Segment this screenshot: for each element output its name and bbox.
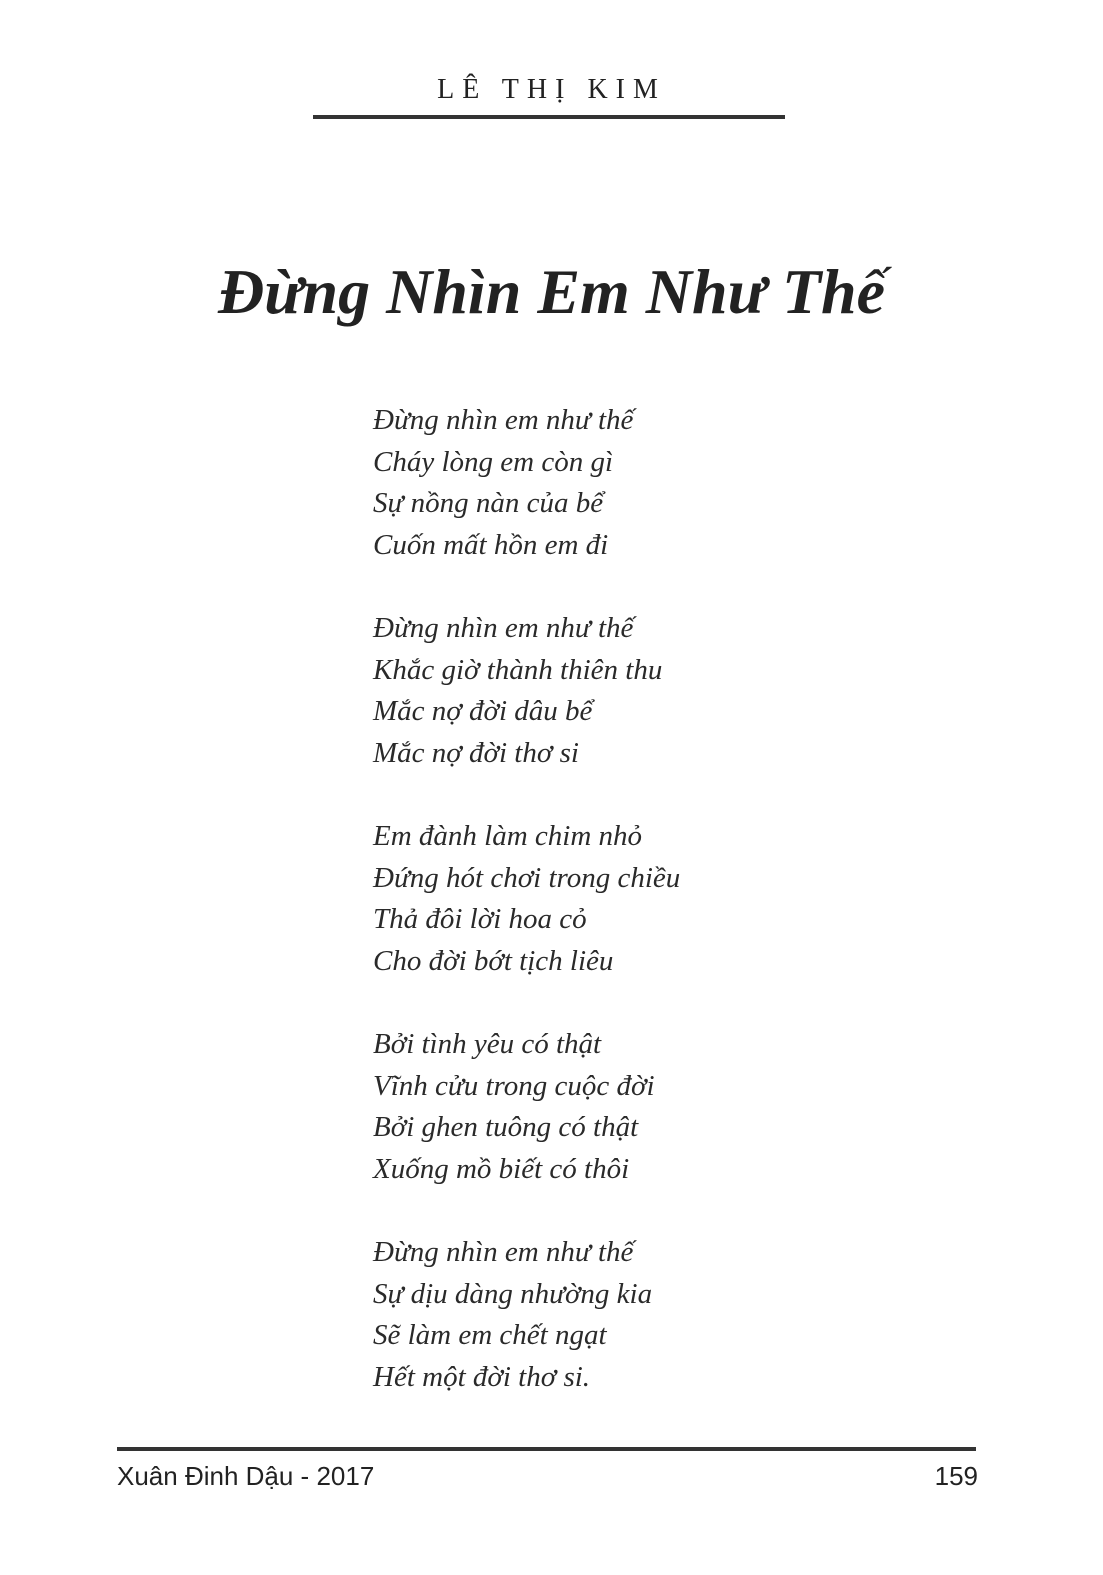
- stanza: [373, 608, 973, 774]
- verse-line: Sẽ làm em chết ngạt: [373, 1319, 607, 1351]
- verse-line: Bởi ghen tuông có thật: [373, 1111, 639, 1143]
- verse-line: Khắc giờ thành thiên thu: [373, 653, 663, 686]
- stanza: [373, 1232, 973, 1398]
- poem-title: Đừng Nhìn Em Như Thế: [217, 256, 886, 327]
- stanza: [373, 400, 973, 566]
- page-number: 159: [934, 1461, 978, 1491]
- verse-line: Mắc nợ đời thơ si: [373, 736, 579, 769]
- verse-line: Xuống mồ biết có thôi: [373, 1152, 630, 1185]
- verse-line: Cuốn mất hồn em đi: [373, 528, 609, 561]
- verse-line: Em đành làm chim nhỏ: [373, 820, 643, 852]
- running-header-author: LÊ THỊ KIM: [437, 74, 666, 105]
- poem-body: [373, 400, 973, 1440]
- verse-line: Vĩnh cửu trong cuộc đời: [373, 1069, 655, 1102]
- verse-line: Cháy lòng em còn gì: [373, 445, 614, 478]
- verse-line: Đứng hót chơi trong chiều: [373, 861, 681, 894]
- verse-line: Đừng nhìn em như thế: [373, 612, 634, 644]
- footer-divider: [117, 1447, 976, 1451]
- verse-line: Sự nồng nàn của bể: [373, 487, 604, 519]
- header-divider: [313, 115, 785, 119]
- verse-line: Sự dịu dàng nhường kia: [373, 1277, 653, 1310]
- verse-line: Hết một đời thơ si.: [373, 1360, 591, 1393]
- footer-publication: Xuân Đinh Dậu - 2017: [117, 1461, 375, 1491]
- verse-line: Thả đôi lời hoa cỏ: [373, 903, 587, 935]
- verse-line: Cho đời bớt tịch liêu: [373, 944, 614, 977]
- stanza: [373, 816, 973, 982]
- verse-line: Đừng nhìn em như thế: [373, 404, 634, 436]
- verse-line: Bởi tình yêu có thật: [373, 1028, 602, 1060]
- verse-line: Mắc nợ đời dâu bể: [373, 695, 593, 727]
- verse-line: Đừng nhìn em như thế: [373, 1236, 634, 1268]
- stanza: [373, 1024, 973, 1190]
